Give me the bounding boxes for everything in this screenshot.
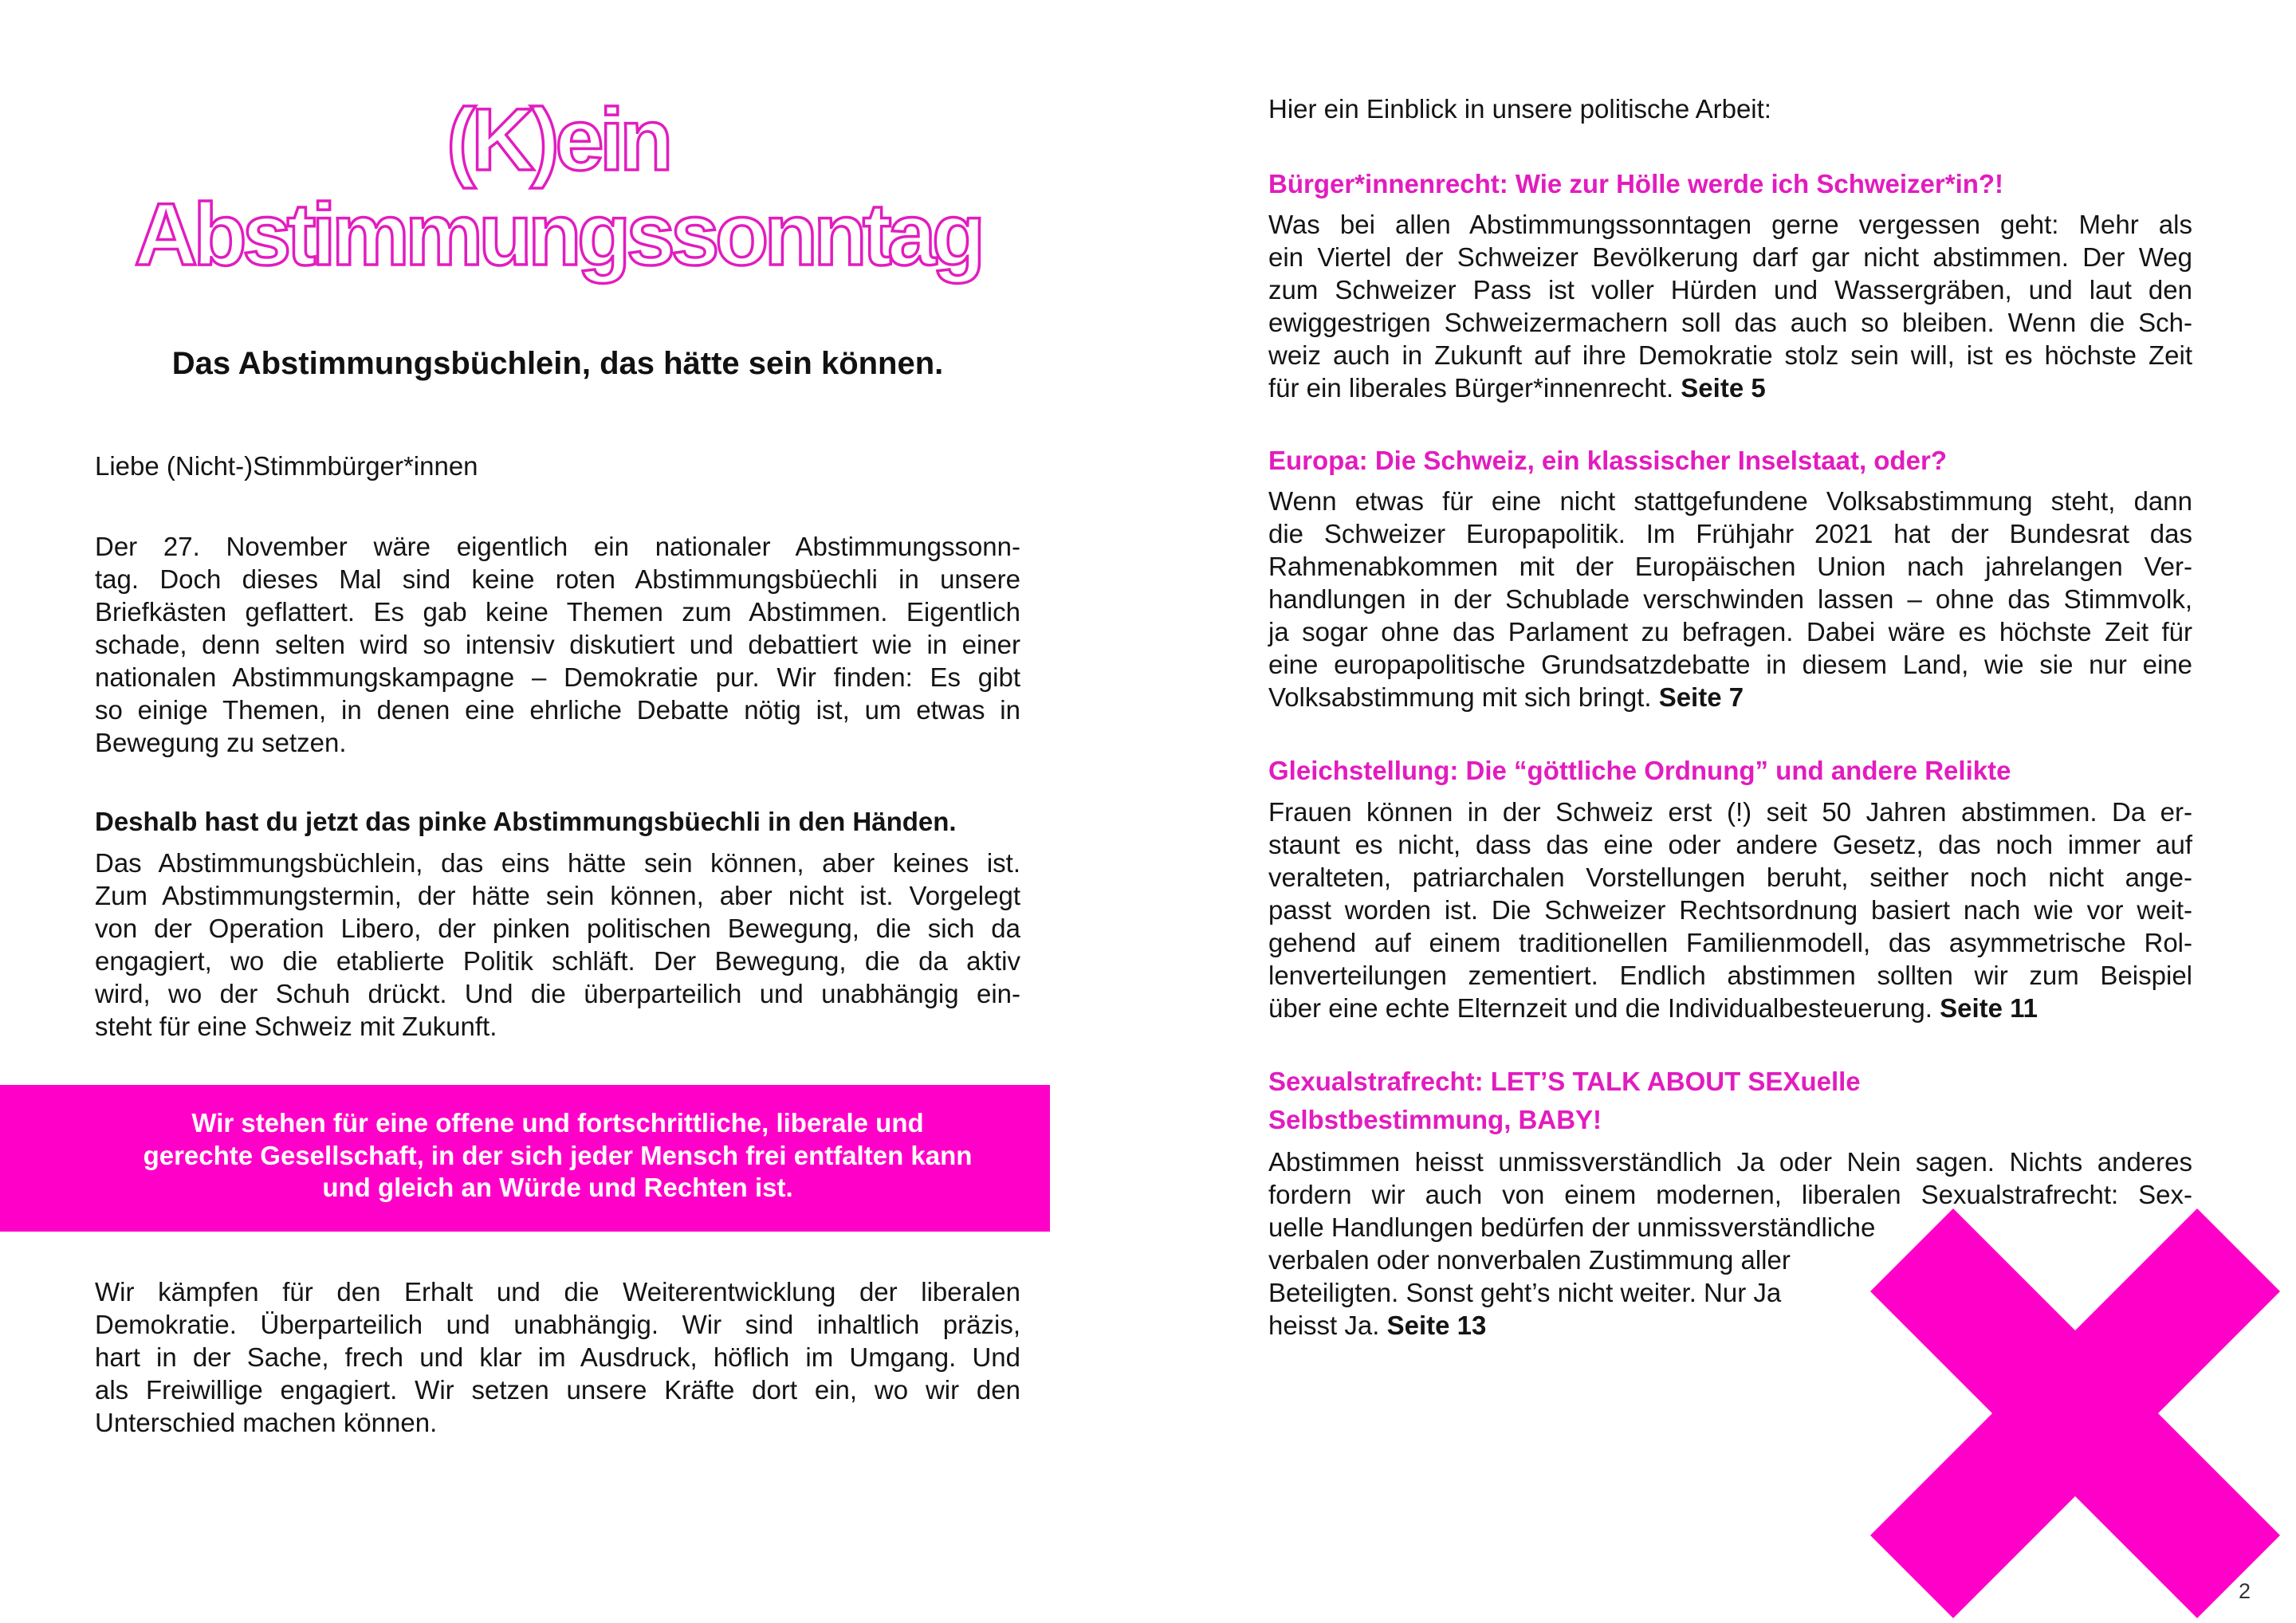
section-line: uelle Handlungen bedürfen der unmissverständliche xyxy=(1268,1212,1876,1242)
mission-paragraph xyxy=(95,1275,1020,1439)
section-heading-equality xyxy=(1268,754,2192,787)
section-line-text: heisst Ja. xyxy=(1268,1311,1380,1340)
title-line-2: Abstimmungssonntag xyxy=(134,186,981,284)
about-paragraph xyxy=(95,847,1020,1043)
section-line: lenverteilungen zementiert. Endlich abstimmen sollten wir zum Beispiel xyxy=(1268,961,2192,990)
section-line: ja sogar ohne das Parlament zu befragen. Dabei wäre es höchste Zeit für xyxy=(1268,617,2192,646)
mission-line: Wir kämpfen für den Erhalt und die Weiterentwicklung der liberalen xyxy=(95,1277,1020,1307)
page-title xyxy=(95,92,1020,282)
greeting xyxy=(95,450,1020,482)
section-line: weiz auch in Zukunft auf ihre Demokratie stolz sein will, ist es höchste Zeit xyxy=(1268,340,2192,370)
about-line: Das Abstimmungsbüchlein, das eins hätte sein können, aber keines ist. xyxy=(95,848,1020,878)
section-heading-line: Selbstbestimmung, BABY! xyxy=(1268,1105,1602,1134)
section-line: eine europapolitische Grundsatzdebatte in diesem Land, wie sie nur eine xyxy=(1268,650,2192,679)
section-line: handlungen in der Schublade verschwinden lassen – ohne das Stimmvolk, xyxy=(1268,584,2192,614)
highlight-line: Wir stehen für eine offene und fortschrittliche, liberale und xyxy=(191,1108,924,1138)
page-reference: Seite 5 xyxy=(1681,373,1766,403)
section-line xyxy=(1268,681,2192,713)
page-number: 2 xyxy=(2239,1579,2251,1603)
section-line-text: Volksabstimmung mit sich bringt. xyxy=(1268,682,1652,712)
highlight-line: gerechte Gesellschaft, in der sich jeder Mensch frei entfalten kann xyxy=(143,1140,973,1170)
section-heading-sexual-law xyxy=(1268,1063,2192,1139)
lead-heading-text: Deshalb hast du jetzt das pinke Abstimmungsbüechli in den Händen. xyxy=(95,807,957,836)
intro-line: Bewegung zu setzen. xyxy=(95,728,347,757)
intro-line: nationalen Abstimmungskampagne – Demokratie pur. Wir finden: Es gibt xyxy=(95,662,1020,692)
section-line: Was bei allen Abstimmungssonntagen gerne vergessen geht: Mehr als xyxy=(1268,210,2192,239)
section-heading-citizenship xyxy=(1268,167,2192,200)
section-line xyxy=(1268,992,2192,1024)
section-body-equality xyxy=(1268,796,2192,1024)
highlight-line: und gleich an Würde und Rechten ist. xyxy=(322,1173,793,1202)
x-mark-shape xyxy=(1870,1208,2280,1618)
section-line: veralteten, patriarchalen Vorstellungen beruht, seither noch nicht ange- xyxy=(1268,863,2192,892)
section-line: die Schweizer Europapolitik. Im Frühjahr 2021 hat der Bundesrat das xyxy=(1268,519,2192,548)
highlight-box xyxy=(0,1085,1050,1232)
section-heading-line: Gleichstellung: Die “göttliche Ordnung” und andere Relikte xyxy=(1268,756,2011,785)
about-line: wird, wo der Schuh drückt. Und die überparteilich und unabhängig ein- xyxy=(95,979,1020,1008)
section-line: Rahmenabkommen mit der Europäischen Union nach jahrelangen Ver- xyxy=(1268,552,2192,581)
greeting-text: Liebe (Nicht-)Stimmbürger*innen xyxy=(95,451,478,481)
section-line xyxy=(1268,371,2192,404)
section-line: passt worden ist. Die Schweizer Rechtsordnung basiert nach wie vor weit- xyxy=(1268,895,2192,925)
page-reference: Seite 11 xyxy=(1940,993,2038,1023)
about-line: engagiert, wo die etablierte Politik schläft. Der Bewegung, die da aktiv xyxy=(95,946,1020,976)
highlight-quote xyxy=(95,1107,1020,1204)
section-line: ein Viertel der Schweizer Bevölkerung darf gar nicht abstimmen. Der Weg xyxy=(1268,242,2192,272)
section-line: Wenn etwas für eine nicht stattgefundene Volksabstimmung steht, dann xyxy=(1268,486,2192,516)
topics-intro xyxy=(1268,92,2192,125)
title-line-1: (K)ein xyxy=(446,91,669,189)
section-line: verbalen oder nonverbalen Zustimmung aller xyxy=(1268,1245,1791,1275)
section-line: fordern wir auch von einem modernen, liberalen Sexualstrafrecht: Sex- xyxy=(1268,1180,2192,1209)
mission-line: Unterschied machen können. xyxy=(95,1408,438,1437)
page-reference: Seite 13 xyxy=(1386,1311,1487,1340)
section-heading-line: Sexualstrafrecht: LET’S TALK ABOUT SEXuelle xyxy=(1268,1067,1861,1096)
intro-paragraph xyxy=(95,530,1020,759)
section-line: zum Schweizer Pass ist voller Hürden und Wassergräben, und laut den xyxy=(1268,275,2192,305)
section-line: ewiggestrigen Schweizermachern soll das auch so bleiben. Wenn die Sch- xyxy=(1268,308,2192,337)
intro-line: tag. Doch dieses Mal sind keine roten Abstimmungsbüechli in unsere xyxy=(95,564,1020,594)
intro-line: so einige Themen, in denen eine ehrliche Debatte nötig ist, um etwas in xyxy=(95,695,1020,725)
section-line-text: über eine echte Elternzeit und die Individualbesteuerung. xyxy=(1268,993,1932,1023)
x-mark-icon xyxy=(1870,1208,2280,1618)
topics-intro-text: Hier ein Einblick in unsere politische Arbeit: xyxy=(1268,94,1771,124)
section-heading-line: Europa: Die Schweiz, ein klassischer Inselstaat, oder? xyxy=(1268,446,1947,475)
section-line: Abstimmen heisst unmissverständlich Ja oder Nein sagen. Nichts anderes xyxy=(1268,1147,2192,1177)
mission-line: hart in der Sache, frech und klar im Ausdruck, höflich im Umgang. Und xyxy=(95,1342,1020,1372)
page-reference: Seite 7 xyxy=(1658,682,1744,712)
about-line: von der Operation Libero, der pinken politischen Bewegung, die sich da xyxy=(95,914,1020,943)
mission-line: als Freiwillige engagiert. Wir setzen unsere Kräfte dort ein, wo wir den xyxy=(95,1375,1020,1405)
mission-line: Demokratie. Überparteilich und unabhängig. Wir sind inhaltlich präzis, xyxy=(95,1310,1020,1339)
intro-line: Briefkästen geflattert. Es gab keine Themen zum Abstimmen. Eigentlich xyxy=(95,597,1020,627)
section-line: staunt es nicht, dass das eine oder andere Gesetz, das noch immer auf xyxy=(1268,830,2192,859)
section-body-citizenship xyxy=(1268,208,2192,404)
section-line: Beteiligten. Sonst geht’s nicht weiter. Nur Ja xyxy=(1268,1278,1782,1307)
section-line: Frauen können in der Schweiz erst (!) seit 50 Jahren abstimmen. Da er- xyxy=(1268,797,2192,827)
section-line-text: für ein liberales Bürger*innenrecht. xyxy=(1268,373,1674,403)
about-line: steht für eine Schweiz mit Zukunft. xyxy=(95,1012,497,1041)
section-line: gehend auf einem traditionellen Familienmodell, das asymmetrische Rol- xyxy=(1268,928,2192,957)
about-line: Zum Abstimmungstermin, der hätte sein können, aber nicht ist. Vorgelegt xyxy=(95,881,1020,910)
page-subtitle: Das Abstimmungsbüchlein, das hätte sein können. xyxy=(171,346,944,381)
section-heading-europe xyxy=(1268,444,2192,477)
lead-heading xyxy=(95,805,1020,838)
section-body-europe xyxy=(1268,485,2192,713)
intro-line: schade, denn selten wird so intensiv diskutiert und debattiert wie in einer xyxy=(95,630,1020,659)
section-heading-line: Bürger*innenrecht: Wie zur Hölle werde ich Schweizer*in?! xyxy=(1268,169,2004,198)
intro-line: Der 27. November wäre eigentlich ein nationaler Abstimmungssonn- xyxy=(95,532,1020,561)
